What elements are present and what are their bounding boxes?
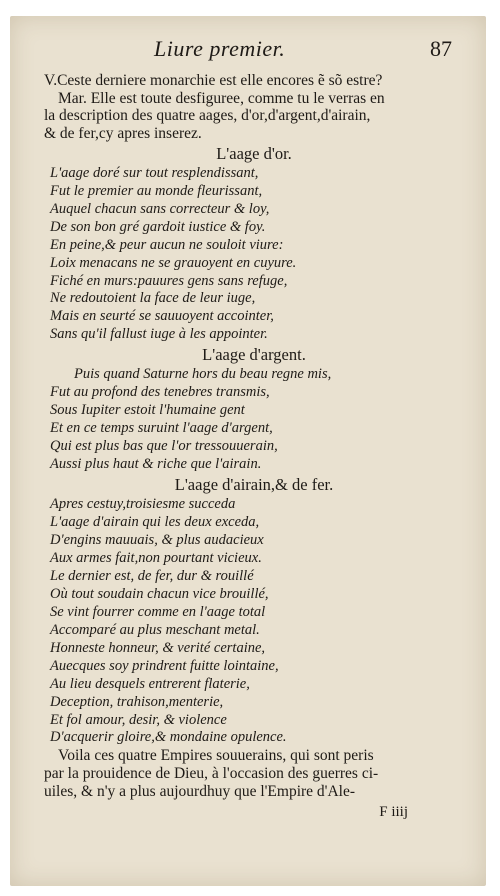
verse-line: Sans qu'il fallust iuge à les appointer. — [50, 326, 268, 343]
verse-line: Le dernier est, de fer, dur & rouillé — [50, 567, 254, 584]
prose-line: & de fer,cy apres inserez. — [44, 125, 202, 143]
verse-line: Honneste honneur, & verité certaine, — [50, 639, 266, 656]
verse-line: Loix menacans ne se grauoyent en cuyure. — [50, 254, 297, 271]
verse-line: Apres cestuy,troisiesme succeda — [50, 496, 236, 513]
verse-line: Mais en seurté se sauuoyent accointer, — [50, 308, 274, 325]
verse-line: En peine,& peur aucun ne souloit viure: — [50, 236, 284, 253]
prose-line: V.Ceste derniere monarchie est elle encores ẽ sõ estre? — [44, 72, 383, 89]
page-number: 87 — [430, 36, 452, 61]
section-heading-bronze-iron: L'aage d'airain,& de fer. — [174, 475, 334, 495]
prose-line: uiles, & n'y a plus aujourdhuy que l'Empire d'Ale- — [44, 782, 355, 800]
verse-line: D'acquerir gloire,& mondaine opulence. — [50, 729, 287, 746]
verse-line: Auquel chacun sans correcteur & loy, — [50, 200, 270, 217]
book-page — [10, 16, 486, 886]
section-heading-silver: L'aage d'argent. — [202, 345, 306, 365]
verse-line: Deception, trahison,menterie, — [50, 693, 224, 710]
signature-mark: F iiij — [379, 803, 408, 820]
prose-line: Voila ces quatre Empires souuerains, qui sont peris — [58, 747, 374, 765]
verse-line: Sous Iupiter estoit l'humaine gent — [50, 402, 245, 419]
verse-line: Où tout soudain chacun vice brouillé, — [50, 585, 269, 602]
verse-line: Puis quand Saturne hors du beau regne mis, — [74, 366, 332, 383]
verse-line: Qui est plus bas que l'or tressouuerain, — [50, 438, 278, 455]
verse-line: Auecques soy prindrent fuitte lointaine, — [50, 657, 279, 674]
verse-line: Fut le premier au monde fleurissant, — [50, 182, 263, 199]
verse-line: Aussi plus haut & riche que l'airain. — [50, 456, 262, 473]
prose-line: la description des quatre aages, d'or,d'argent,d'airain, — [44, 107, 371, 125]
verse-line: Et en ce temps suruint l'aage d'argent, — [50, 420, 273, 437]
verse-line: Fiché en murs:pauures gens sans refuge, — [50, 272, 288, 289]
section-heading-gold: L'aage d'or. — [216, 143, 292, 163]
page-header — [44, 36, 464, 72]
verse-line: L'aage d'airain qui les deux exceda, — [50, 514, 260, 531]
verse-line: Ne redoutoient la face de leur iuge, — [50, 290, 256, 307]
running-title: Liure premier. — [154, 36, 286, 61]
verse-line: Fut au profond des tenebres transmis, — [50, 384, 270, 401]
verse-line: D'engins mauuais, & plus audacieux — [50, 531, 264, 548]
verse-line: Au lieu desquels entrerent flaterie, — [50, 675, 250, 692]
prose-line: Mar. Elle est toute desfiguree, comme tu le verras en — [58, 89, 385, 107]
verse-line: Accomparé au plus meschant metal. — [50, 621, 260, 638]
verse-line: Aux armes fait,non pourtant vicieux. — [50, 549, 262, 566]
verse-line: Et fol amour, desir, & violence — [50, 711, 227, 728]
verse-line: De son bon gré gardoit iustice & foy. — [50, 218, 266, 235]
page-text — [44, 36, 464, 821]
verse-line: L'aage doré sur tout resplendissant, — [50, 164, 259, 181]
prose-line: par la prouidence de Dieu, à l'occasion des guerres ci- — [44, 765, 379, 783]
verse-line: Se vint fourrer comme en l'aage total — [50, 603, 266, 620]
